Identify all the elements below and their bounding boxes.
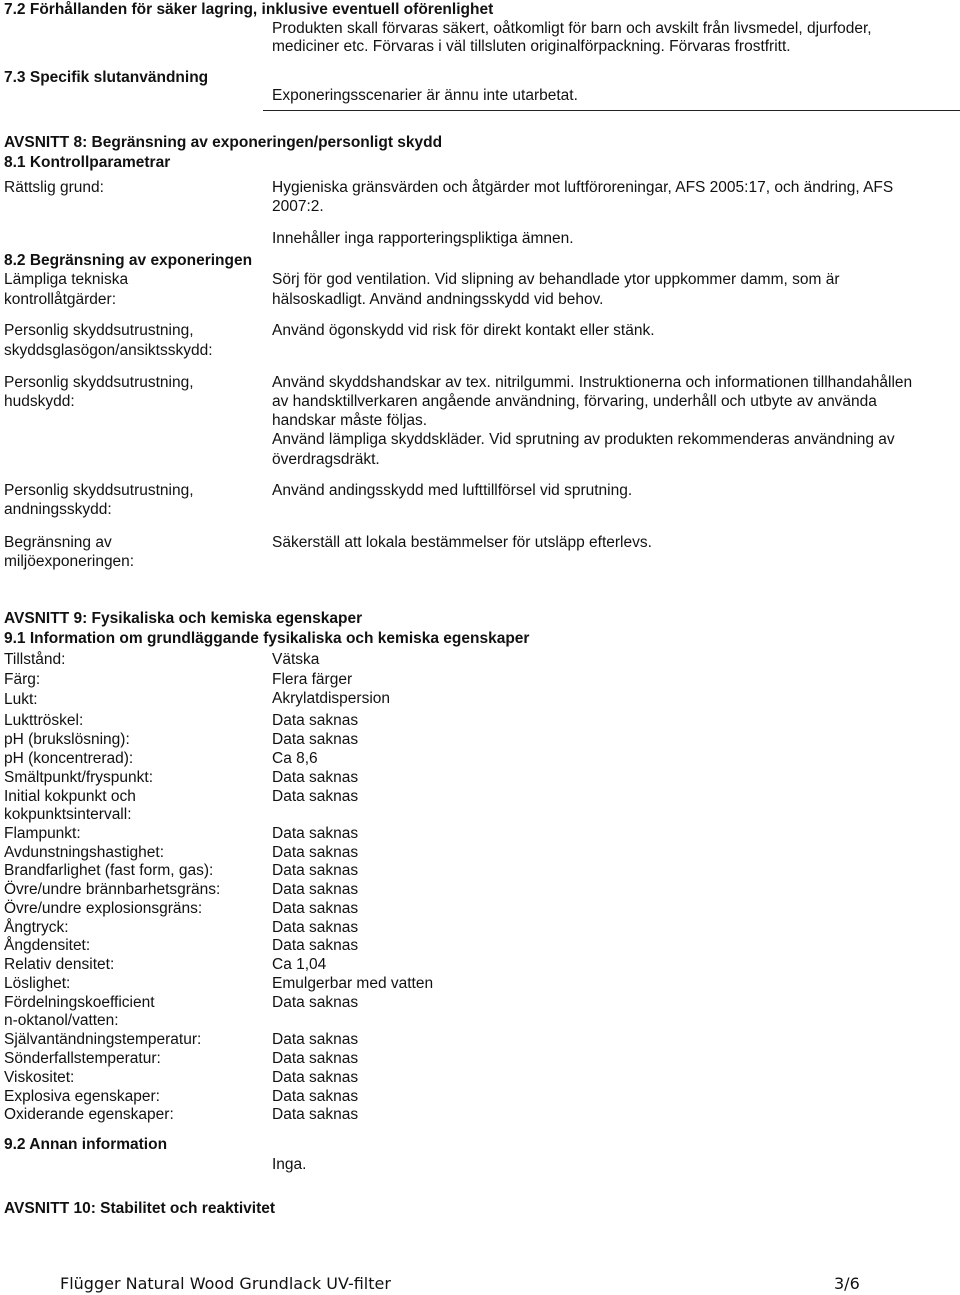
property-label: Övre/undre brännbarhetsgräns: xyxy=(4,881,221,898)
other-information-value: Inga. xyxy=(272,1156,307,1173)
property-label: Lukttröskel: xyxy=(4,712,84,729)
property-label-cont: kokpunktsintervall: xyxy=(4,806,132,823)
technical-controls-value-2: hälsoskadligt. Använd andningsskydd vid behov. xyxy=(272,291,604,308)
section-divider xyxy=(263,110,960,111)
eye-protection-value: Använd ögonskydd vid risk för direkt kontakt eller stänk. xyxy=(272,322,655,339)
end-use-text: Exponeringsscenarier är ännu inte utarbetat. xyxy=(272,87,578,104)
section-10-heading: AVSNITT 10: Stabilitet och reaktivitet xyxy=(4,1200,276,1217)
section-7-3-heading: 7.3 Specifik slutanvändning xyxy=(4,69,209,86)
property-value: Vätska xyxy=(272,651,320,668)
property-label: Tillstånd: xyxy=(4,651,66,668)
property-value: Data saknas xyxy=(272,937,359,954)
technical-controls-label-1: Lämpliga tekniska xyxy=(4,271,129,288)
property-value: Data saknas xyxy=(272,1031,359,1048)
property-value: Data saknas xyxy=(272,1106,359,1123)
property-label-cont: n-oktanol/vatten: xyxy=(4,1012,119,1029)
property-label: pH (koncentrerad): xyxy=(4,750,134,767)
property-label: Löslighet: xyxy=(4,975,71,992)
property-value: Emulgerbar med vatten xyxy=(272,975,434,992)
skin-protection-value-3: handskar måste följas. xyxy=(272,412,428,429)
property-label: Flampunkt: xyxy=(4,825,81,842)
property-value: Data saknas xyxy=(272,862,359,879)
technical-controls-label-2: kontrollåtgärder: xyxy=(4,291,117,308)
skin-protection-value-4: Använd lämpliga skyddskläder. Vid sprutning av produkten rekommenderas användning av xyxy=(272,431,895,448)
property-label: Initial kokpunkt och xyxy=(4,788,136,805)
property-value: Data saknas xyxy=(272,825,359,842)
respiratory-protection-label-2: andningsskydd: xyxy=(4,501,112,518)
property-value: Data saknas xyxy=(272,900,359,917)
section-9-heading: AVSNITT 9: Fysikaliska och kemiska egenskaper xyxy=(4,610,363,627)
section-9-2-heading: 9.2 Annan information xyxy=(4,1136,168,1153)
property-value: Data saknas xyxy=(272,919,359,936)
property-value: Data saknas xyxy=(272,712,359,729)
footer-page-number: 3/6 xyxy=(834,1274,860,1293)
property-value: Data saknas xyxy=(272,994,359,1011)
section-8-2-heading: 8.2 Begränsning av exponeringen xyxy=(4,252,253,269)
property-value: Flera färger xyxy=(272,671,353,688)
property-value: Data saknas xyxy=(272,1069,359,1086)
no-reportable-substances: Innehåller inga rapporteringspliktiga ämnen. xyxy=(272,230,574,247)
technical-controls-value-1: Sörj för god ventilation. Vid slipning av behandlade ytor uppkommer damm, som är xyxy=(272,271,840,288)
environmental-exposure-label-2: miljöexponeringen: xyxy=(4,553,135,570)
property-label: Avdunstningshastighet: xyxy=(4,844,164,861)
property-value: Ca 1,04 xyxy=(272,956,327,973)
eye-protection-label-1: Personlig skyddsutrustning, xyxy=(4,322,194,339)
property-value: Data saknas xyxy=(272,844,359,861)
property-label: Smältpunkt/fryspunkt: xyxy=(4,769,154,786)
environmental-exposure-value: Säkerställ att lokala bestämmelser för utsläpp efterlevs. xyxy=(272,534,652,551)
property-value: Data saknas xyxy=(272,881,359,898)
property-value: Data saknas xyxy=(272,1088,359,1105)
property-value: Data saknas xyxy=(272,731,359,748)
storage-text-line1: Produkten skall förvaras säkert, oåtkomligt för barn och avskilt från livsmedel, djurfoder, xyxy=(272,20,872,37)
property-value: Akrylatdispersion xyxy=(272,690,391,707)
legal-basis-label: Rättslig grund: xyxy=(4,179,104,196)
section-7-2-heading: 7.2 Förhållanden för säker lagring, inklusive eventuell oförenlighet xyxy=(4,1,494,18)
environmental-exposure-label-1: Begränsning av xyxy=(4,534,112,551)
skin-protection-value-2: av handsktillverkaren angående användning, förvaring, underhåll och utbyte av använda xyxy=(272,393,877,410)
skin-protection-label-2: hudskydd: xyxy=(4,393,75,410)
property-label: Viskositet: xyxy=(4,1069,75,1086)
section-9-1-heading: 9.1 Information om grundläggande fysikaliska och kemiska egenskaper xyxy=(4,630,530,647)
property-label: Brandfarlighet (fast form, gas): xyxy=(4,862,214,879)
footer-product-name: Flügger Natural Wood Grundlack UV-filter xyxy=(60,1274,391,1293)
property-label: Relativ densitet: xyxy=(4,956,115,973)
respiratory-protection-label-1: Personlig skyddsutrustning, xyxy=(4,482,194,499)
property-label: Självantändningstemperatur: xyxy=(4,1031,202,1048)
skin-protection-value-1: Använd skyddshandskar av tex. nitrilgummi. Instruktionerna och informationen tillhandahållen xyxy=(272,374,913,391)
section-8-heading: AVSNITT 8: Begränsning av exponeringen/personligt skydd xyxy=(4,134,443,151)
property-label: Övre/undre explosionsgräns: xyxy=(4,900,203,917)
property-value: Ca 8,6 xyxy=(272,750,318,767)
storage-text-line2: mediciner etc. Förvaras i väl tillsluten originalförpackning. Förvaras frostfritt. xyxy=(272,38,791,55)
legal-basis-value-line1: Hygieniska gränsvärden och åtgärder mot luftföroreningar, AFS 2005:17, och ändring, AFS xyxy=(272,179,894,196)
property-label: Ångtryck: xyxy=(4,919,69,936)
property-value: Data saknas xyxy=(272,769,359,786)
property-label: Fördelningskoefficient xyxy=(4,994,155,1011)
skin-protection-value-5: överdragsdräkt. xyxy=(272,451,380,468)
property-label: Sönderfallstemperatur: xyxy=(4,1050,161,1067)
skin-protection-label-1: Personlig skyddsutrustning, xyxy=(4,374,194,391)
eye-protection-label-2: skyddsglasögon/ansiktsskydd: xyxy=(4,342,213,359)
property-label: Färg: xyxy=(4,671,41,688)
property-label: pH (brukslösning): xyxy=(4,731,130,748)
property-value: Data saknas xyxy=(272,1050,359,1067)
property-label: Lukt: xyxy=(4,691,38,708)
respiratory-protection-value: Använd andingsskydd med lufttillförsel vid sprutning. xyxy=(272,482,633,499)
property-label: Oxiderande egenskaper: xyxy=(4,1106,174,1123)
legal-basis-value-line2: 2007:2. xyxy=(272,198,324,215)
property-label: Ångdensitet: xyxy=(4,937,91,954)
property-label: Explosiva egenskaper: xyxy=(4,1088,160,1105)
section-8-1-heading: 8.1 Kontrollparametrar xyxy=(4,154,171,171)
property-value: Data saknas xyxy=(272,788,359,805)
